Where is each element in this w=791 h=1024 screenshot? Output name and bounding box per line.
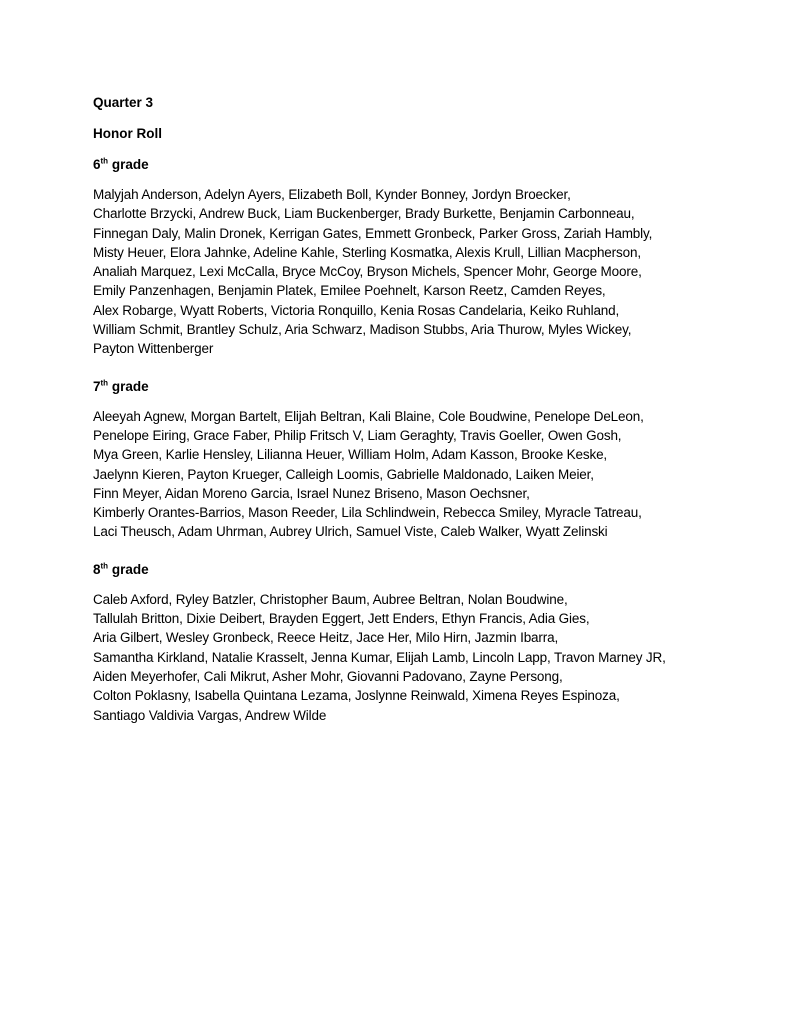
document-title: Honor Roll — [93, 126, 162, 141]
grade-number: 7 — [93, 378, 101, 394]
names-line: Aleeyah Agnew, Morgan Bartelt, Elijah Beltran, Kali Blaine, Cole Boudwine, Penelope DeLeon, — [93, 408, 644, 424]
names-line: William Schmit, Brantley Schulz, Aria Schwarz, Madison Stubbs, Aria Thurow, Myles Wickey, — [93, 322, 632, 338]
names-line: Santiago Valdivia Vargas, Andrew Wilde — [93, 707, 327, 723]
quarter-heading: Quarter 3 — [93, 95, 154, 110]
names-line: Finn Meyer, Aidan Moreno Garcia, Israel Nunez Briseno, Mason Oechsner, — [93, 485, 530, 501]
names-list — [93, 590, 733, 725]
grade-suffix: th — [100, 156, 109, 166]
names-line: Charlotte Brzycki, Andrew Buck, Liam Buckenberger, Brady Burkette, Benjamin Carbonneau, — [93, 206, 635, 222]
names-line: Aria Gilbert, Wesley Gronbeck, Reece Heitz, Jace Her, Milo Hirn, Jazmin Ibarra, — [93, 630, 559, 646]
grade-heading — [93, 155, 733, 174]
names-line: Colton Poklasny, Isabella Quintana Lezama, Joslynne Reinwald, Ximena Reyes Espinoza, — [93, 688, 620, 704]
names-line: Analiah Marquez, Lexi McCalla, Bryce McCoy, Bryson Michels, Spencer Mohr, George Moore, — [93, 264, 642, 280]
grade-word: grade — [111, 157, 149, 172]
names-line: Penelope Eiring, Grace Faber, Philip Fritsch V, Liam Geraghty, Travis Goeller, Owen Gosh, — [93, 427, 622, 443]
names-line: Finnegan Daly, Malin Dronek, Kerrigan Gates, Emmett Gronbeck, Parker Gross, Zariah Hambly, — [93, 225, 653, 241]
names-line: Kimberly Orantes-Barrios, Mason Reeder, Lila Schlindwein, Rebecca Smiley, Myracle Tatreau, — [93, 505, 642, 521]
document-page — [93, 93, 733, 743]
grade-heading — [93, 560, 733, 579]
names-line: Payton Wittenberger — [93, 341, 214, 357]
names-line: Alex Robarge, Wyatt Roberts, Victoria Ronquillo, Kenia Rosas Candelaria, Keiko Ruhland, — [93, 302, 620, 318]
grade-suffix: th — [100, 378, 109, 388]
names-line: Laci Theusch, Adam Uhrman, Aubrey Ulrich, Samuel Viste, Caleb Walker, Wyatt Zelinski — [93, 524, 608, 540]
names-list — [93, 407, 733, 542]
grade-word: grade — [111, 561, 149, 577]
names-line: Jaelynn Kieren, Payton Krueger, Calleigh Loomis, Gabrielle Maldonado, Laiken Meier, — [93, 466, 594, 482]
grade-number: 6 — [93, 157, 101, 172]
names-line: Misty Heuer, Elora Jahnke, Adeline Kahle, Sterling Kosmatka, Alexis Krull, Lillian Macpherson, — [93, 244, 641, 260]
names-line: Mya Green, Karlie Hensley, Lilianna Heuer, William Holm, Adam Kasson, Brooke Keske, — [93, 447, 608, 463]
grade-number: 8 — [93, 561, 101, 577]
grade-word: grade — [111, 378, 149, 394]
names-line: Aiden Meyerhofer, Cali Mikrut, Asher Mohr, Giovanni Padovano, Zayne Persong, — [93, 668, 563, 684]
names-list — [93, 185, 733, 359]
names-line: Samantha Kirkland, Natalie Krasselt, Jenna Kumar, Elijah Lamb, Lincoln Lapp, Travon Marney JR, — [93, 649, 666, 665]
names-line: Emily Panzenhagen, Benjamin Platek, Emilee Poehnelt, Karson Reetz, Camden Reyes, — [93, 283, 606, 299]
names-line: Malyjah Anderson, Adelyn Ayers, Elizabeth Boll, Kynder Bonney, Jordyn Broecker, — [93, 187, 571, 202]
grade-section-6 — [93, 155, 733, 359]
grade-heading — [93, 377, 733, 396]
names-line: Caleb Axford, Ryley Batzler, Christopher Baum, Aubree Beltran, Nolan Boudwine, — [93, 591, 568, 607]
grade-suffix: th — [100, 561, 109, 571]
names-line: Tallulah Britton, Dixie Deibert, Brayden Eggert, Jett Enders, Ethyn Francis, Adia Gies, — [93, 611, 590, 627]
grade-section-7 — [93, 377, 733, 542]
grade-section-8 — [93, 560, 733, 725]
